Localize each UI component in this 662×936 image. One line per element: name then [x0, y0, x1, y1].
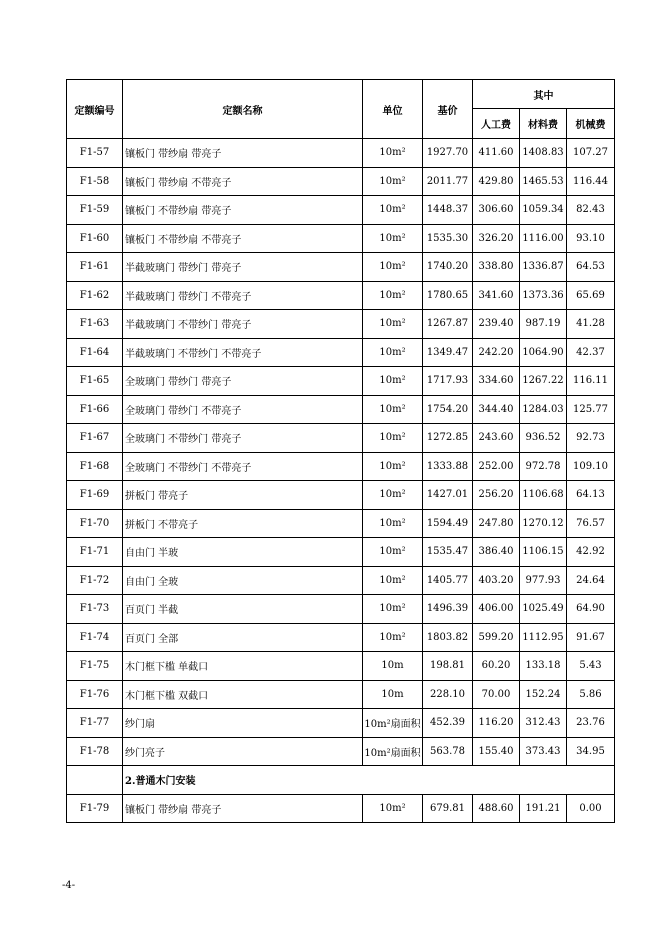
cell-material: 191.21 — [520, 794, 567, 823]
cell-material: 987.19 — [520, 310, 567, 339]
header-code: 定额编号 — [67, 80, 123, 139]
cell-code: F1-79 — [67, 794, 123, 823]
cell-unit: 10m² — [363, 253, 423, 282]
cell-name: 拼板门 带亮子 — [123, 481, 363, 510]
cell-base-price: 1803.82 — [423, 623, 473, 652]
cell-code: F1-58 — [67, 167, 123, 196]
cell-unit: 10m — [363, 680, 423, 709]
table-row — [67, 167, 615, 196]
cell-base-price: 1427.01 — [423, 481, 473, 510]
cell-unit: 10m² — [363, 338, 423, 367]
cell-base-price: 1594.49 — [423, 509, 473, 538]
cell-base-price: 1349.47 — [423, 338, 473, 367]
cell-code: F1-78 — [67, 737, 123, 766]
cell-unit: 10m² — [363, 595, 423, 624]
cell-name: 半截玻璃门 不带纱门 带亮子 — [123, 310, 363, 339]
cell-base-price: 1927.70 — [423, 139, 473, 168]
table-row — [67, 281, 615, 310]
cell-code: F1-73 — [67, 595, 123, 624]
cell-name: 纱门扇 — [123, 709, 363, 738]
cell-name: 木门框下槛 单截口 — [123, 652, 363, 681]
cell-base-price: 1535.47 — [423, 538, 473, 567]
cell-name: 百页门 半截 — [123, 595, 363, 624]
cell-name: 镶板门 不带纱扇 不带亮子 — [123, 224, 363, 253]
page-number: -4- — [62, 880, 76, 891]
section-row — [67, 766, 615, 795]
cell-unit: 10m² — [363, 509, 423, 538]
cell-base-price: 679.81 — [423, 794, 473, 823]
table-row — [67, 538, 615, 567]
cell-unit: 10m² — [363, 566, 423, 595]
table-row — [67, 737, 615, 766]
cell-machine: 34.95 — [567, 737, 615, 766]
header-base-price: 基价 — [423, 80, 473, 139]
table-row — [67, 680, 615, 709]
table-row — [67, 652, 615, 681]
cell-name: 拼板门 不带亮子 — [123, 509, 363, 538]
cell-machine: 109.10 — [567, 452, 615, 481]
cell-unit: 10m² — [363, 196, 423, 225]
cell-material: 1267.22 — [520, 367, 567, 396]
cell-labor: 403.20 — [473, 566, 520, 595]
section-empty-cell — [67, 766, 123, 795]
cell-machine: 42.37 — [567, 338, 615, 367]
cell-code: F1-66 — [67, 395, 123, 424]
cell-name: 半截玻璃门 带纱门 带亮子 — [123, 253, 363, 282]
cell-base-price: 1448.37 — [423, 196, 473, 225]
cell-machine: 24.64 — [567, 566, 615, 595]
cell-name: 镶板门 带纱扇 不带亮子 — [123, 167, 363, 196]
cell-code: F1-76 — [67, 680, 123, 709]
table-row — [67, 196, 615, 225]
cell-code: F1-62 — [67, 281, 123, 310]
cell-machine: 0.00 — [567, 794, 615, 823]
cell-material: 1270.12 — [520, 509, 567, 538]
table-row — [67, 310, 615, 339]
cell-base-price: 452.39 — [423, 709, 473, 738]
cell-machine: 116.44 — [567, 167, 615, 196]
cell-material: 1284.03 — [520, 395, 567, 424]
cell-machine: 116.11 — [567, 367, 615, 396]
cell-code: F1-72 — [67, 566, 123, 595]
cell-base-price: 1780.65 — [423, 281, 473, 310]
cell-labor: 344.40 — [473, 395, 520, 424]
cell-name: 自由门 半玻 — [123, 538, 363, 567]
cell-labor: 70.00 — [473, 680, 520, 709]
cell-material: 1336.87 — [520, 253, 567, 282]
table-row — [67, 709, 615, 738]
cell-base-price: 563.78 — [423, 737, 473, 766]
table-row — [67, 509, 615, 538]
cell-labor: 60.20 — [473, 652, 520, 681]
cell-material: 977.93 — [520, 566, 567, 595]
cell-code: F1-77 — [67, 709, 123, 738]
cell-unit: 10m² — [363, 794, 423, 823]
cell-labor: 247.80 — [473, 509, 520, 538]
header-unit: 单位 — [363, 80, 423, 139]
table-body — [67, 139, 615, 823]
cell-labor: 429.80 — [473, 167, 520, 196]
table-row — [67, 224, 615, 253]
cell-name: 镶板门 带纱扇 带亮子 — [123, 139, 363, 168]
cell-labor: 239.40 — [473, 310, 520, 339]
cell-labor: 155.40 — [473, 737, 520, 766]
table-row — [67, 595, 615, 624]
cell-unit: 10m² — [363, 139, 423, 168]
cell-base-price: 1535.30 — [423, 224, 473, 253]
table-row — [67, 452, 615, 481]
cell-labor: 406.00 — [473, 595, 520, 624]
cell-material: 1106.68 — [520, 481, 567, 510]
quota-table — [66, 79, 615, 823]
cell-code: F1-61 — [67, 253, 123, 282]
cell-labor: 256.20 — [473, 481, 520, 510]
cell-name: 纱门亮子 — [123, 737, 363, 766]
cell-base-price: 1754.20 — [423, 395, 473, 424]
cell-material: 1106.15 — [520, 538, 567, 567]
header-row — [67, 80, 615, 109]
cell-name: 半截玻璃门 带纱门 不带亮子 — [123, 281, 363, 310]
cell-code: F1-59 — [67, 196, 123, 225]
cell-machine: 107.27 — [567, 139, 615, 168]
cell-name: 全玻璃门 带纱门 带亮子 — [123, 367, 363, 396]
cell-material: 1465.53 — [520, 167, 567, 196]
cell-unit: 10m² — [363, 538, 423, 567]
table-row — [67, 566, 615, 595]
cell-unit: 10m² — [363, 623, 423, 652]
cell-base-price: 1333.88 — [423, 452, 473, 481]
cell-material: 312.43 — [520, 709, 567, 738]
cell-name: 全玻璃门 不带纱门 带亮子 — [123, 424, 363, 453]
cell-material: 1025.49 — [520, 595, 567, 624]
cell-material: 1064.90 — [520, 338, 567, 367]
cell-base-price: 228.10 — [423, 680, 473, 709]
cell-labor: 116.20 — [473, 709, 520, 738]
cell-labor: 338.80 — [473, 253, 520, 282]
table-row — [67, 338, 615, 367]
cell-unit: 10m² — [363, 481, 423, 510]
cell-material: 1112.95 — [520, 623, 567, 652]
cell-base-price: 1740.20 — [423, 253, 473, 282]
cell-code: F1-67 — [67, 424, 123, 453]
cell-labor: 599.20 — [473, 623, 520, 652]
cell-machine: 5.86 — [567, 680, 615, 709]
cell-labor: 386.40 — [473, 538, 520, 567]
cell-unit: 10m²扇面积 — [363, 709, 423, 738]
cell-machine: 76.57 — [567, 509, 615, 538]
cell-unit: 10m — [363, 652, 423, 681]
header-material: 材料费 — [520, 109, 567, 139]
table-row — [67, 253, 615, 282]
cell-name: 自由门 全玻 — [123, 566, 363, 595]
cell-code: F1-60 — [67, 224, 123, 253]
cell-machine: 64.90 — [567, 595, 615, 624]
cell-labor: 488.60 — [473, 794, 520, 823]
cell-labor: 341.60 — [473, 281, 520, 310]
cell-unit: 10m² — [363, 452, 423, 481]
cell-name: 全玻璃门 带纱门 不带亮子 — [123, 395, 363, 424]
cell-machine: 93.10 — [567, 224, 615, 253]
table-row — [67, 395, 615, 424]
cell-name: 镶板门 不带纱扇 带亮子 — [123, 196, 363, 225]
cell-machine: 64.13 — [567, 481, 615, 510]
cell-base-price: 1717.93 — [423, 367, 473, 396]
cell-machine: 41.28 — [567, 310, 615, 339]
cell-unit: 10m² — [363, 224, 423, 253]
cell-labor: 334.60 — [473, 367, 520, 396]
cell-name: 半截玻璃门 不带纱门 不带亮子 — [123, 338, 363, 367]
cell-name: 木门框下槛 双截口 — [123, 680, 363, 709]
cell-machine: 65.69 — [567, 281, 615, 310]
cell-machine: 125.77 — [567, 395, 615, 424]
cell-material: 1059.34 — [520, 196, 567, 225]
cell-base-price: 1272.85 — [423, 424, 473, 453]
cell-labor: 243.60 — [473, 424, 520, 453]
cell-machine: 64.53 — [567, 253, 615, 282]
cell-labor: 242.20 — [473, 338, 520, 367]
cell-unit: 10m² — [363, 167, 423, 196]
table-row — [67, 623, 615, 652]
cell-machine: 92.73 — [567, 424, 615, 453]
cell-material: 1408.83 — [520, 139, 567, 168]
header-name: 定额名称 — [123, 80, 363, 139]
header-of-which: 其中 — [473, 80, 615, 109]
cell-base-price: 1496.39 — [423, 595, 473, 624]
cell-material: 133.18 — [520, 652, 567, 681]
cell-material: 1116.00 — [520, 224, 567, 253]
cell-unit: 10m²扇面积 — [363, 737, 423, 766]
cell-unit: 10m² — [363, 310, 423, 339]
cell-machine: 5.43 — [567, 652, 615, 681]
cell-machine: 82.43 — [567, 196, 615, 225]
section-title: 2.普通木门安装 — [123, 766, 615, 795]
cell-labor: 306.60 — [473, 196, 520, 225]
cell-code: F1-70 — [67, 509, 123, 538]
cell-code: F1-74 — [67, 623, 123, 652]
cell-machine: 23.76 — [567, 709, 615, 738]
cell-material: 1373.36 — [520, 281, 567, 310]
header-labor: 人工费 — [473, 109, 520, 139]
cell-base-price: 2011.77 — [423, 167, 473, 196]
cell-name: 镶板门 带纱扇 带亮子 — [123, 794, 363, 823]
cell-name: 百页门 全部 — [123, 623, 363, 652]
cell-base-price: 1267.87 — [423, 310, 473, 339]
cell-unit: 10m² — [363, 281, 423, 310]
table-row — [67, 424, 615, 453]
cell-code: F1-68 — [67, 452, 123, 481]
cell-code: F1-75 — [67, 652, 123, 681]
cell-material: 152.24 — [520, 680, 567, 709]
cell-labor: 326.20 — [473, 224, 520, 253]
table-row — [67, 367, 615, 396]
header-machine: 机械费 — [567, 109, 615, 139]
cell-labor: 252.00 — [473, 452, 520, 481]
cell-code: F1-71 — [67, 538, 123, 567]
cell-material: 936.52 — [520, 424, 567, 453]
cell-code: F1-64 — [67, 338, 123, 367]
table-row — [67, 139, 615, 168]
cell-material: 373.43 — [520, 737, 567, 766]
table-row — [67, 794, 615, 823]
cell-code: F1-65 — [67, 367, 123, 396]
cell-unit: 10m² — [363, 367, 423, 396]
cell-labor: 411.60 — [473, 139, 520, 168]
cell-base-price: 198.81 — [423, 652, 473, 681]
cell-name: 全玻璃门 不带纱门 不带亮子 — [123, 452, 363, 481]
cell-machine: 42.92 — [567, 538, 615, 567]
table-row — [67, 481, 615, 510]
cell-code: F1-69 — [67, 481, 123, 510]
cell-material: 972.78 — [520, 452, 567, 481]
cell-unit: 10m² — [363, 424, 423, 453]
cell-machine: 91.67 — [567, 623, 615, 652]
cell-unit: 10m² — [363, 395, 423, 424]
cell-base-price: 1405.77 — [423, 566, 473, 595]
cell-code: F1-63 — [67, 310, 123, 339]
cell-code: F1-57 — [67, 139, 123, 168]
